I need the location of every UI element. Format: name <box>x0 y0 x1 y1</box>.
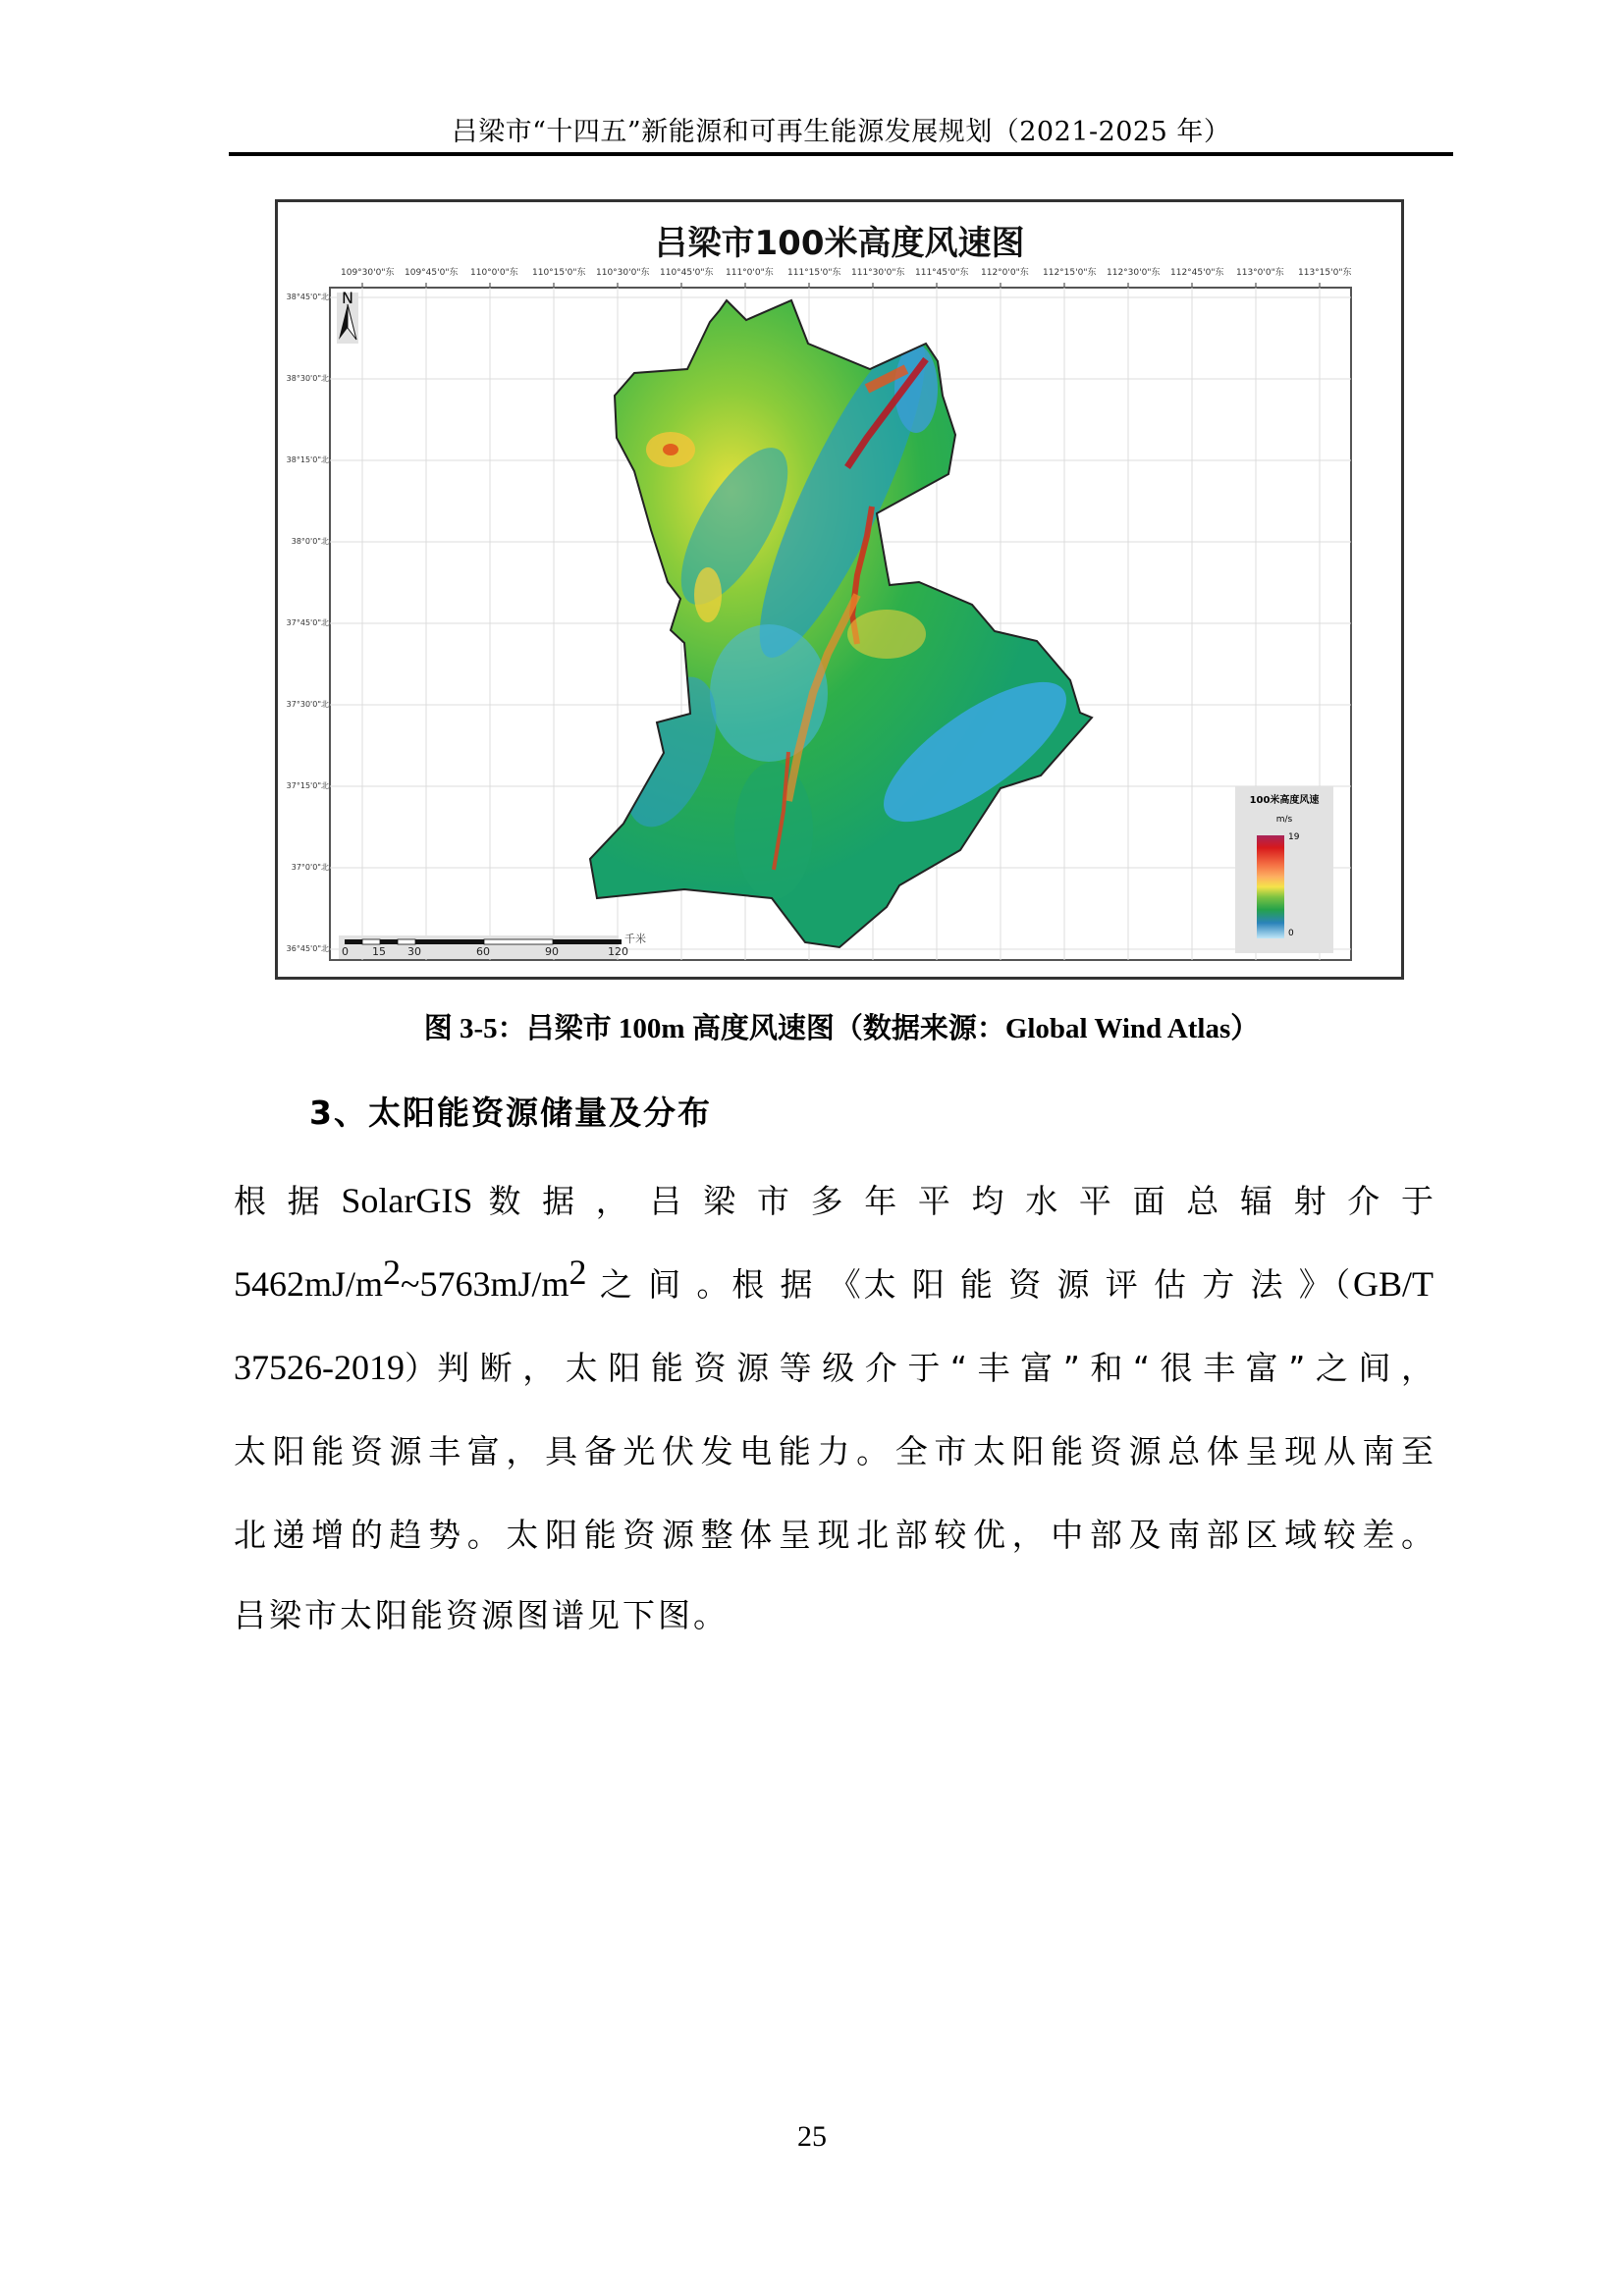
lon-label: 111°45'0"东 <box>915 268 969 278</box>
lat-label: 37°45'0"北 <box>286 618 329 627</box>
lon-label: 112°0'0"东 <box>981 268 1029 278</box>
lon-label: 111°0'0"东 <box>726 268 774 278</box>
scale-tick: 15 <box>372 945 386 958</box>
legend-max: 19 <box>1288 832 1300 842</box>
paragraph-line: 根 据 SolarGIS 数 据 ， 吕 梁 市 多 年 平 均 水 平 面 总 辐 射 介 于 <box>234 1181 1434 1220</box>
lon-label: 109°45'0"东 <box>405 268 459 278</box>
lat-label: 38°15'0"北 <box>286 455 329 464</box>
lat-label: 37°0'0"北 <box>291 863 329 872</box>
legend-panel <box>1235 786 1333 953</box>
latitude-labels <box>280 202 331 983</box>
lon-label: 112°45'0"东 <box>1170 268 1224 278</box>
scale-unit: 千米 <box>624 933 646 945</box>
figure-frame <box>275 199 1404 980</box>
lon-label: 113°0'0"东 <box>1236 268 1284 278</box>
lon-label: 109°30'0"东 <box>341 268 395 278</box>
wind-speed-map <box>278 202 1407 983</box>
scale-tick: 0 <box>342 945 349 958</box>
lat-label: 37°30'0"北 <box>286 700 329 709</box>
figure-caption: 图 3-5：吕梁市 100m 高度风速图（数据来源：Global Wind Atlas） <box>423 1013 1260 1044</box>
scale-tick: 60 <box>476 945 490 958</box>
paragraph-line: 北递增的趋势。太阳能资源整体呈现北部较优，中部及南部区域较差。 <box>234 1516 1434 1554</box>
header-rule <box>229 152 1453 156</box>
lon-label: 110°0'0"东 <box>470 268 518 278</box>
lon-label: 110°15'0"东 <box>532 268 586 278</box>
legend-min: 0 <box>1288 929 1294 938</box>
map-title: 吕梁市100米高度风速图 <box>654 224 1025 263</box>
legend-title: 100米高度风速 <box>1249 795 1320 806</box>
paragraph-line: 吕梁市太阳能资源图谱见下图。 <box>234 1596 729 1634</box>
scale-bar-labels <box>278 945 671 961</box>
legend-unit: m/s <box>1275 815 1293 825</box>
north-label: N <box>342 289 353 307</box>
scale-tick: 90 <box>545 945 559 958</box>
lon-label: 111°30'0"东 <box>851 268 905 278</box>
scale-tick: 30 <box>407 945 421 958</box>
lat-label: 36°45'0"北 <box>286 944 329 953</box>
lon-label: 110°30'0"东 <box>596 268 650 278</box>
lon-label: 112°30'0"东 <box>1107 268 1161 278</box>
page-number: 25 <box>797 2120 827 2153</box>
running-header: 吕梁市“十四五”新能源和可再生能源发展规划（2021-2025 年） <box>451 117 1231 147</box>
scale-tick: 120 <box>608 945 628 958</box>
longitude-labels <box>278 265 1407 281</box>
lon-label: 112°15'0"东 <box>1043 268 1097 278</box>
lat-label: 38°30'0"北 <box>286 374 329 383</box>
lon-label: 113°15'0"东 <box>1298 268 1352 278</box>
paragraph-line: $5462mJ/m^2\sim 5763mJ/m^2$ 之 间 。根 据 《太 阳 能 资 源 评 估 方 法 》（GB/T <box>234 1253 1434 1304</box>
lat-label: 37°15'0"北 <box>286 781 329 790</box>
lon-label: 110°45'0"东 <box>660 268 714 278</box>
paragraph-line: 太阳能资源丰富，具备光伏发电能力。全市太阳能资源总体呈现从南至 <box>234 1432 1434 1470</box>
paragraph-line: 37526-2019）判 断 ， 太 阳 能 资 源 等 级 介 于 “ 丰 富 ” 和 “ 很 丰 富 ” 之 间 ， <box>234 1348 1434 1387</box>
lat-label: 38°0'0"北 <box>291 537 329 546</box>
lon-label: 111°15'0"东 <box>787 268 841 278</box>
section-heading: 3、太阳能资源储量及分布 <box>309 1094 712 1132</box>
lat-label: 38°45'0"北 <box>286 293 329 301</box>
